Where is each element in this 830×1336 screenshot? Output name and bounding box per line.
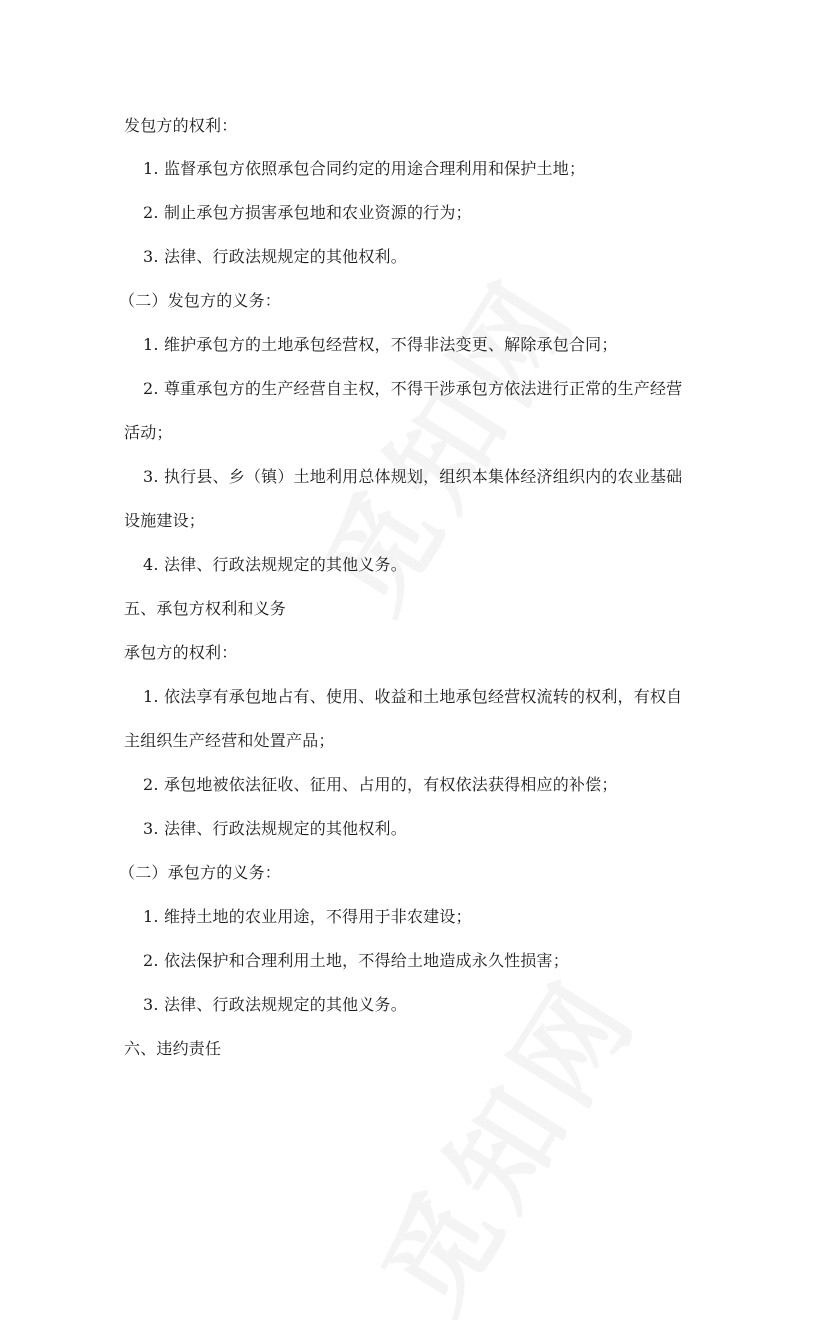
- list-item: 3. 法律、行政法规规定的其他权利。: [143, 819, 407, 838]
- list-item: 1. 依法享有承包地占有、使用、收益和土地承包经营权流转的权利，有权自: [143, 687, 683, 706]
- list-item: 1. 维护承包方的土地承包经营权，不得非法变更、解除承包合同；: [143, 335, 618, 354]
- list-item: 2. 依法保护和合理利用土地，不得给土地造成永久性损害；: [143, 951, 569, 970]
- list-item: 2. 承包地被依法征收、征用、占用的，有权依法获得相应的补偿；: [143, 775, 618, 794]
- list-item: 3. 执行县、乡（镇）土地利用总体规划，组织本集体经济组织内的农业基础: [143, 467, 683, 486]
- paragraph-heading: 发包方的权利：: [124, 116, 238, 135]
- section-heading: 五、承包方权利和义务: [124, 599, 287, 618]
- list-item: 2. 尊重承包方的生产经营自主权，不得干涉承包方依法进行正常的生产经营: [143, 379, 683, 398]
- list-item: 3. 法律、行政法规规定的其他权利。: [143, 247, 407, 266]
- list-item: 2. 制止承包方损害承包地和农业资源的行为；: [143, 203, 472, 222]
- paragraph-heading: 承包方的权利：: [124, 643, 238, 662]
- list-item: 3. 法律、行政法规规定的其他义务。: [143, 995, 407, 1014]
- list-item-continuation: 活动；: [124, 423, 173, 442]
- list-item-continuation: 设施建设；: [124, 511, 206, 530]
- subsection-heading: （二）发包方的义务：: [119, 291, 282, 310]
- list-item: 1. 监督承包方依照承包合同约定的用途合理利用和保护土地；: [143, 159, 586, 178]
- list-item: 4. 法律、行政法规规定的其他义务。: [143, 555, 407, 574]
- watermark: [279, 242, 607, 636]
- list-item: 1. 维持土地的农业用途，不得用于非农建设；: [143, 907, 472, 926]
- section-heading: 六、违约责任: [124, 1039, 222, 1058]
- list-item-continuation: 主组织生产经营和处置产品；: [124, 731, 335, 750]
- subsection-heading: （二）承包方的义务：: [119, 863, 282, 882]
